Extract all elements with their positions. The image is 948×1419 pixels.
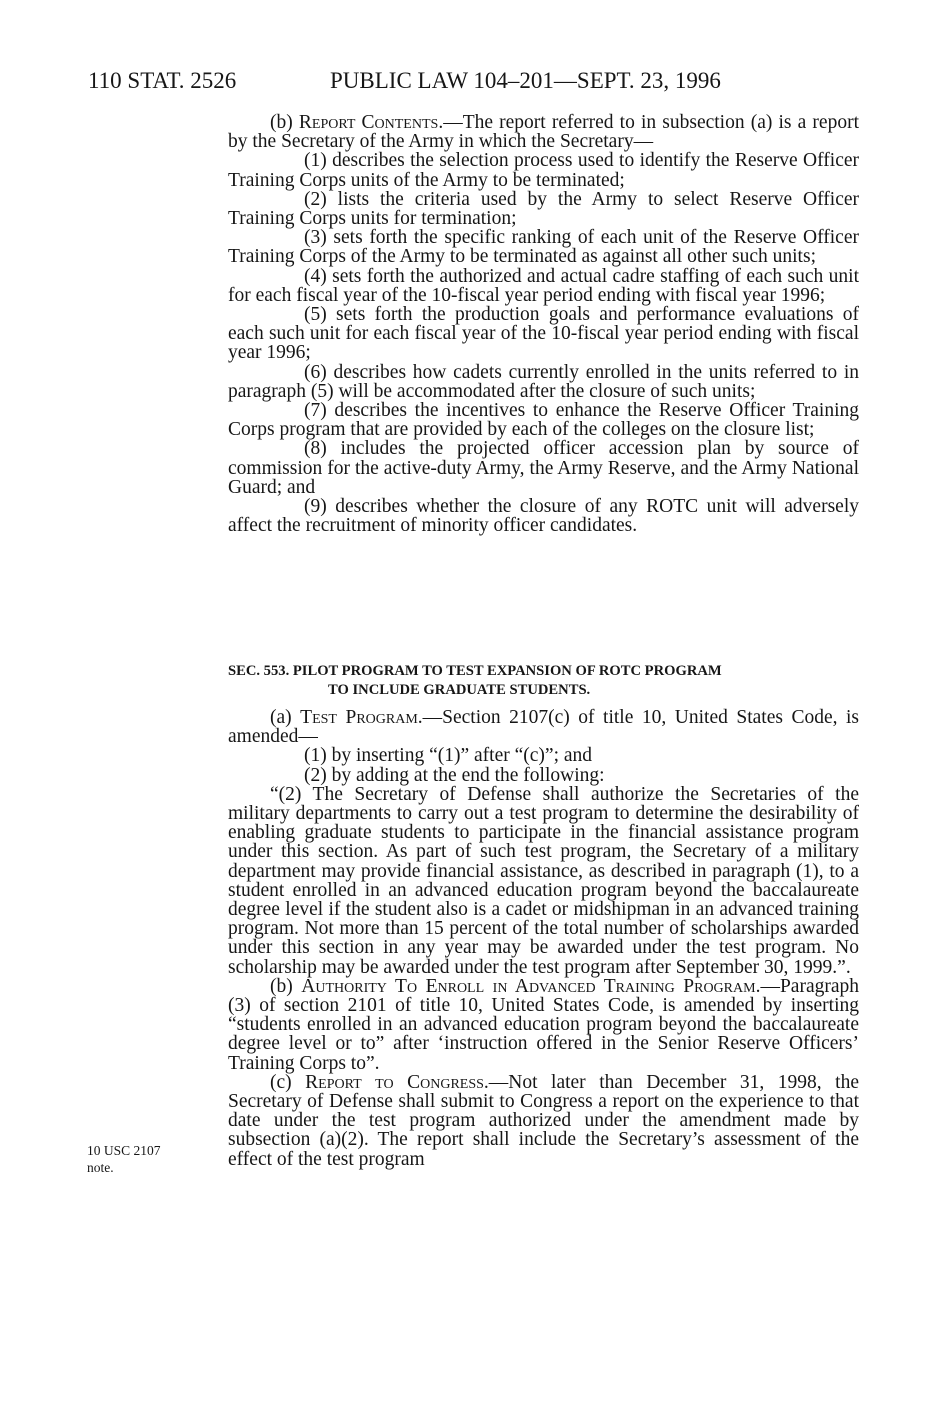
subsection-b: (b) Authority To Enroll in Advanced Training Program.—Paragraph (3) of section 2101 of title 10, United States Code, is amended by inserting “students enrolled in an advanced education program beyond the baccalaureate degree level or to” after ‘instruction offered in the Senior Reserve Officers’ Training Corps to”. <box>228 975 860 1074</box>
subsection-b-heading: Authority To Enroll in Advanced Training Program <box>301 975 756 997</box>
report-contents-intro: (b) Report Contents.—The report referred to in subsection (a) is a report by the Secretary of the Army in which the Secretary— <box>228 112 859 153</box>
quoted-amendment: “(2) The Secretary of Defense shall authorize the Secretaries of the military departments to carry out a test program to determine the desirability of enabling graduate students to participate in the financial assistance program under this section. As part of such test program, the Secretary of a military department may provide financial assistance, as described in paragraph (1), to a student enrolled in an advanced education program beyond the baccalaureate degree level if the student also is a cadet or midshipman in an advanced training program. Not more than 15 percent of the total number of scholarships awarded under this section in any year may be awarded under the test program. No scholarship may be awarded under the test program after September 30, 1999.”. <box>228 783 859 978</box>
list-item: (4) sets forth the authorized and actual cadre staffing of each such unit for each fiscal year of the 10-fiscal year period ending with fiscal year 1996; <box>228 265 859 306</box>
subsection-a-heading: Test Program <box>300 707 418 728</box>
margin-note-line-1: 10 USC 2107 <box>87 1143 161 1158</box>
subsection-c: (c) Report to Congress.—Not later than December 31, 1998, the Secretary of Defense shall submit to Congress a report on the experience to that date under the test program authorized under the amendment made by subsection (a)(2). The report shall include the Secretary’s assessment of the effect of the test program <box>228 1071 859 1170</box>
subsection-b-designation: (b) <box>270 975 293 997</box>
paragraph-2: (2) by adding at the end the following: <box>304 764 605 786</box>
subsection-c-designation: (c) <box>270 1071 292 1093</box>
subsection-b-text: Paragraph (3) of section 2101 of title 10, United States Code, is amended by inserting “students enrolled in an advanced education program beyond the baccalaureate degree level or to” after ‘instruction offered in the Senior Reserve Officers’ Training Corps to”. <box>228 975 860 1074</box>
list-item: (5) sets forth the production goals and performance evaluations of each such unit for each fiscal year of the 10-fiscal year period ending with fiscal year 1996; <box>228 304 859 364</box>
subsection-c-heading: Report to Congress <box>305 1071 484 1093</box>
usc-margin-note <box>87 1142 197 1176</box>
section-553 <box>228 662 859 1169</box>
subsection-a-text: Section 2107(c) of title 10, United States Code, is amended— <box>228 707 859 748</box>
report-contents-subsection <box>228 113 859 535</box>
subsection-b-designation: (b) <box>270 112 293 133</box>
section-heading-line-1: SEC. 553. PILOT PROGRAM TO TEST EXPANSION OF ROTC PROGRAM <box>228 663 722 679</box>
list-item: (1) describes the selection process used to identify the Reserve Officer Training Corps units of the Army to be terminated; <box>228 150 859 191</box>
list-item: (6) describes how cadets currently enrolled in the units referred to in paragraph (5) will be accommodated after the closure of such units; <box>228 361 859 402</box>
margin-note-line-2: note. <box>87 1160 114 1175</box>
list-item: (2) lists the criteria used by the Army to select Reserve Officer Training Corps units for termination; <box>228 188 859 230</box>
list-item: (8) includes the projected officer accession plan by source of commission for the active-duty Army, the Army Reserve, and the Army National Guard; and <box>228 438 859 498</box>
list-item: (9) describes whether the closure of any ROTC unit will adversely affect the recruitment of minority officer candidates. <box>228 496 859 537</box>
report-contents-intro-text: The report referred to in subsection (a) is a report by the Secretary of the Army in which the Secretary— <box>228 112 859 153</box>
subsection-a-designation: (a) <box>270 707 292 728</box>
subsection-a: (a) Test Program.—Section 2107(c) of title 10, United States Code, is amended— <box>228 707 859 748</box>
subsection-c-text: Not later than December 31, 1998, the Secretary of Defense shall submit to Congress a report on the experience to that date under the test program authorized under the amendment made by subsection (a)(2). The report shall include the Secretary’s assessment of the effect of the test program <box>228 1071 859 1170</box>
subsection-b-heading: Report Contents <box>298 112 439 133</box>
statute-citation: 110 STAT. 2526 <box>88 68 237 93</box>
public-law-citation: PUBLIC LAW 104–201—SEPT. 23, 1996 <box>330 68 721 93</box>
list-item: (3) sets forth the specific ranking of each unit of the Reserve Officer Training Corps of the Army to be terminated as against all other such units; <box>228 227 859 268</box>
paragraph-1: (1) by inserting “(1)” after “(c)”; and <box>304 745 593 767</box>
page-header <box>0 66 948 96</box>
section-heading-line-2: TO INCLUDE GRADUATE STUDENTS. <box>328 682 591 698</box>
list-item: (7) describes the incentives to enhance the Reserve Officer Training Corps program that are provided by each of the colleges on the closure list; <box>228 400 859 441</box>
section-heading <box>228 662 859 700</box>
